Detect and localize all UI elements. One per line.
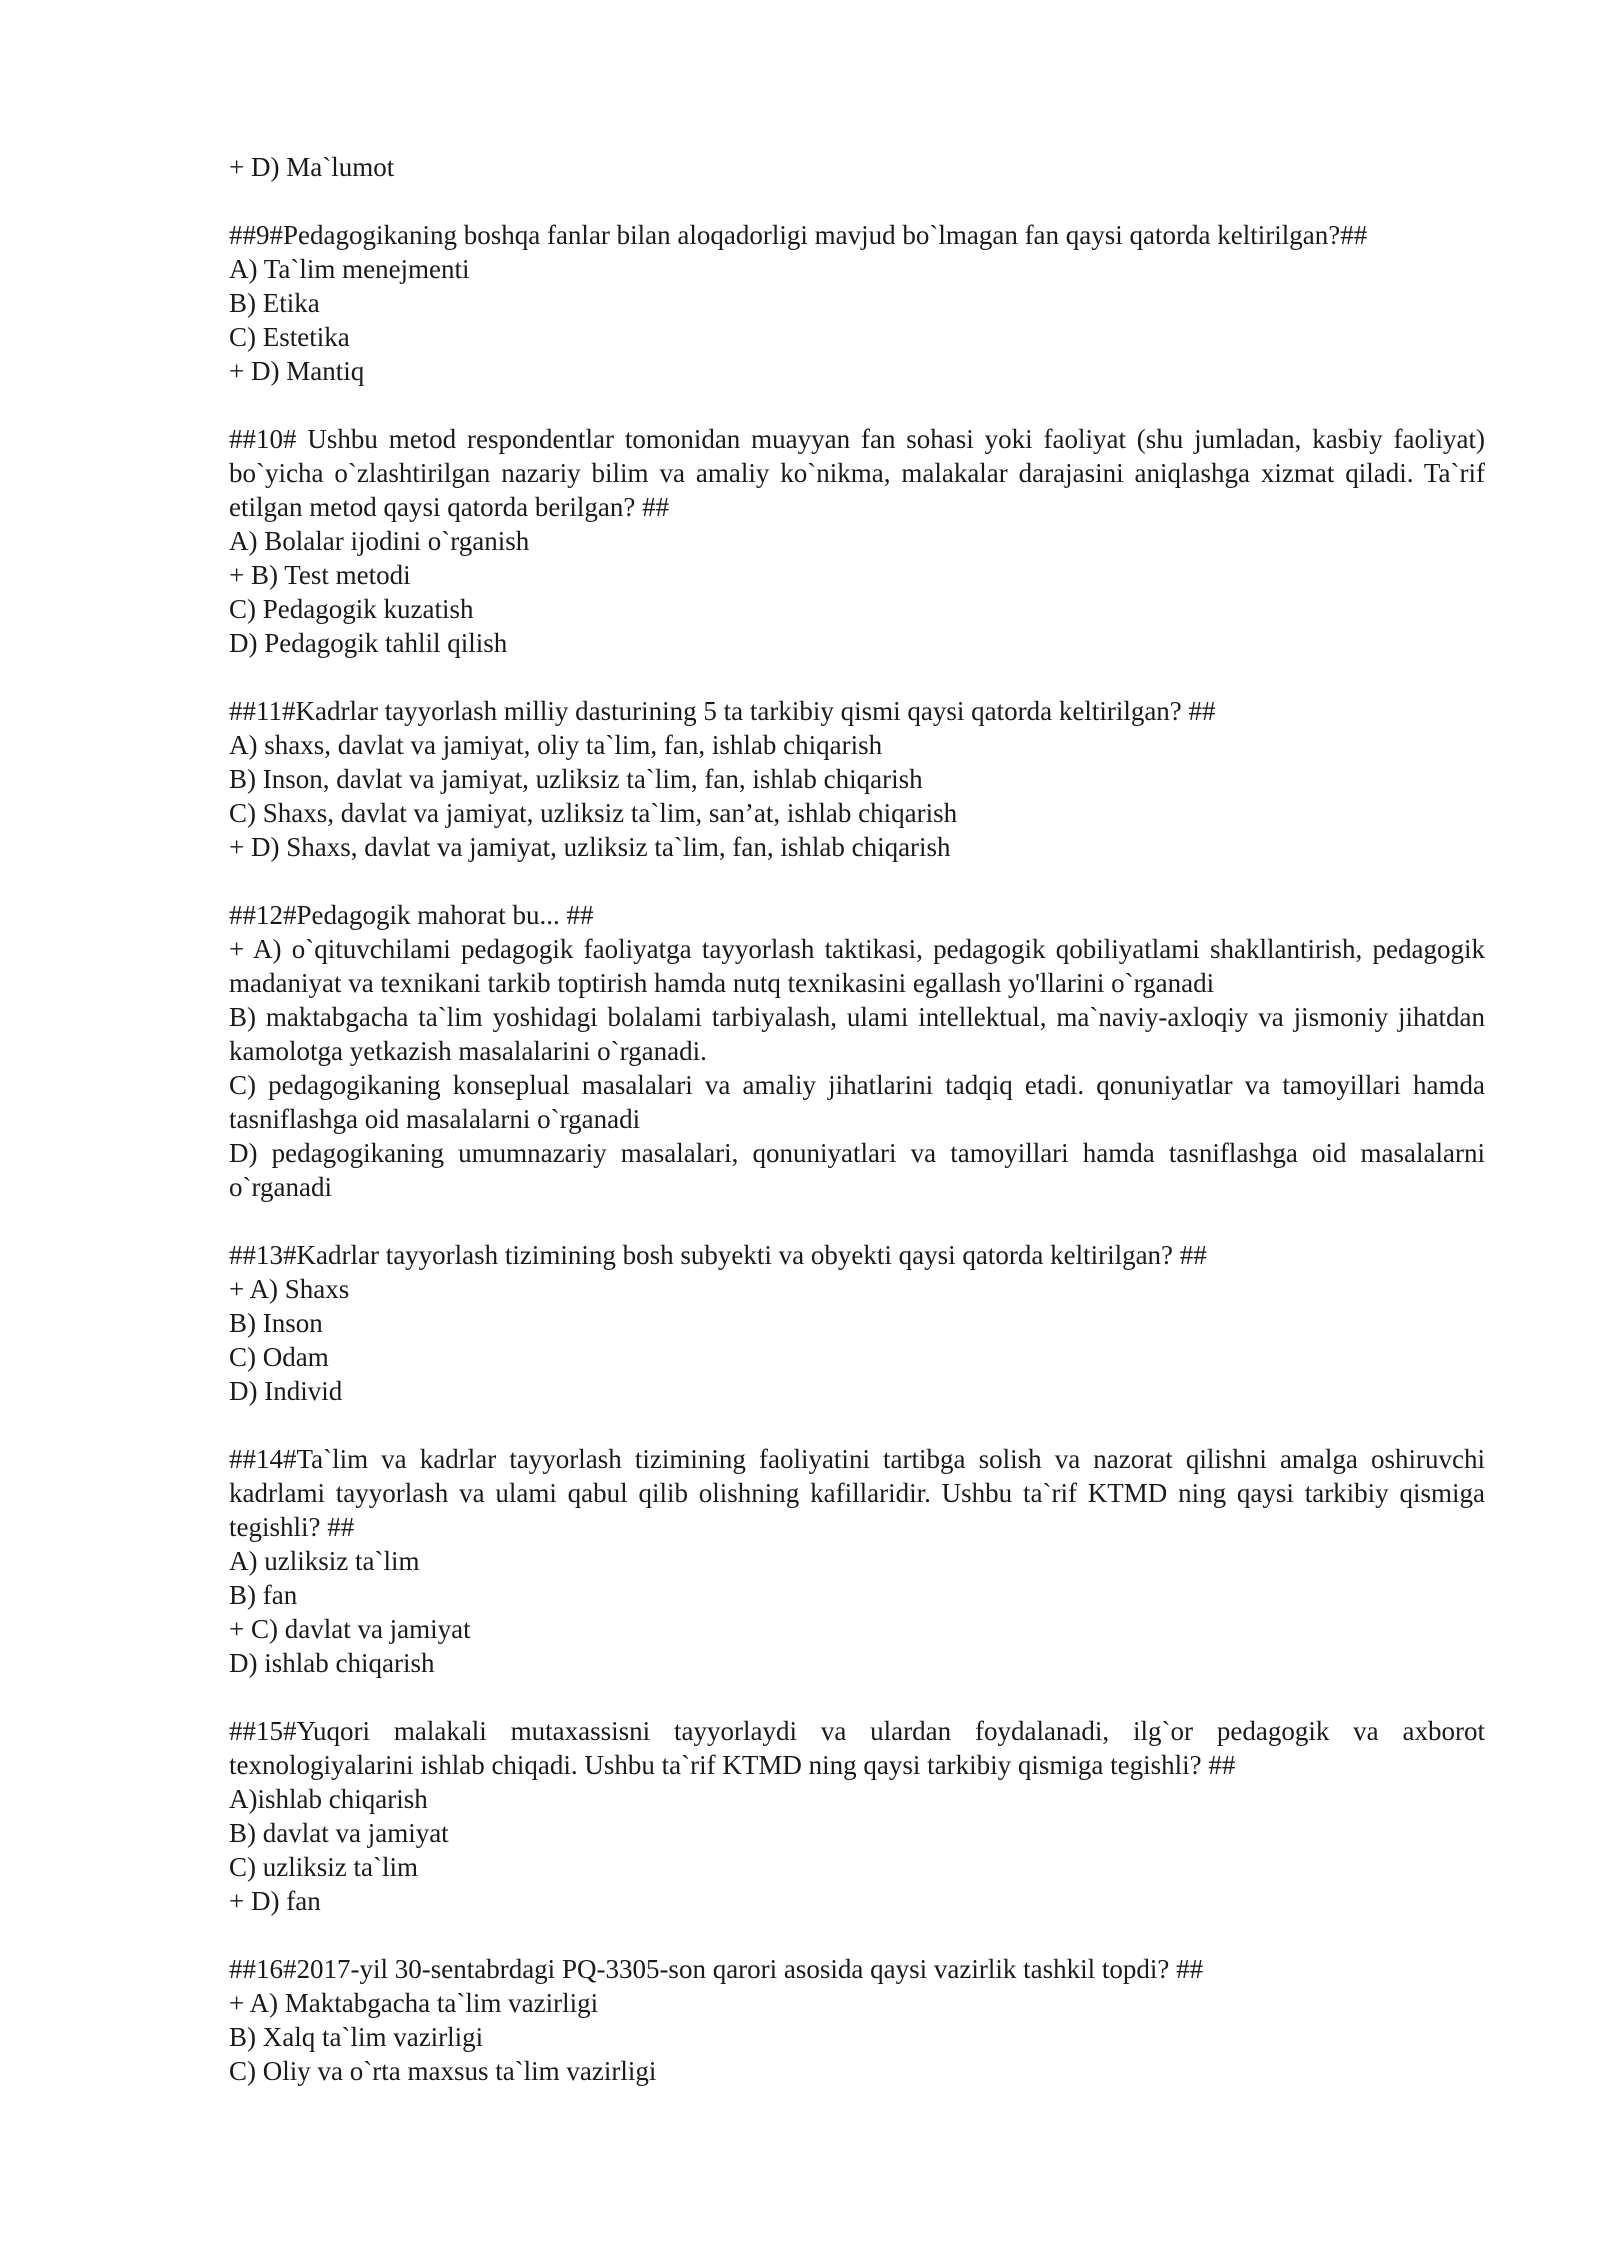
option-c: C) uzliksiz ta`lim	[229, 1852, 418, 1882]
question-block-16	[229, 1952, 1485, 2088]
question-block-14	[229, 1442, 1485, 1680]
question-block-13	[229, 1238, 1485, 1408]
option-c: C) Oliy va o`rta maxsus ta`lim vazirligi	[229, 2056, 657, 2086]
question-block-11	[229, 694, 1485, 864]
question-text: ##11#Kadrlar tayyorlash milliy dasturining 5 ta tarkibiy qismi qaysi qatorda keltirilgan? ##	[229, 696, 1216, 726]
option-c: C) Odam	[229, 1342, 329, 1372]
option-a: + A) Maktabgacha ta`lim vazirligi	[229, 1988, 599, 2018]
option-c: C) Shaxs, davlat va jamiyat, uzliksiz ta`lim, san’at, ishlab chiqarish	[229, 798, 958, 828]
lead-block	[229, 150, 1485, 184]
question-text: ##12#Pedagogik mahorat bu... ##	[229, 900, 594, 930]
question-text: ##10# Ushbu metod respondentlar tomonidan muayyan fan sohasi yoki faoliyat (shu jumladan, kasbiy faoliyat) bo`yicha o`zlashtirilgan nazariy bilim va amaliy ko`nikma, malakalar darajasini aniqlashga xizmat qiladi. Ta`rif etilgan metod qaysi qatorda berilgan? ##	[229, 424, 1485, 522]
question-text: ##13#Kadrlar tayyorlash tizimining bosh subyekti va obyekti qaysi qatorda keltirilgan? ##	[229, 1240, 1207, 1270]
option-d: D) Individ	[229, 1376, 343, 1406]
option-c: C) Estetika	[229, 322, 350, 352]
question-text: ##9#Pedagogikaning boshqa fanlar bilan aloqadorligi mavjud bo`lmagan fan qaysi qatorda keltirilgan?##	[229, 220, 1368, 250]
question-block-9	[229, 218, 1485, 388]
option-d: + D) fan	[229, 1886, 321, 1916]
option-c: + C) davlat va jamiyat	[229, 1614, 471, 1644]
option-d: + D) Shaxs, davlat va jamiyat, uzliksiz ta`lim, fan, ishlab chiqarish	[229, 832, 951, 862]
option-b: + B) Test metodi	[229, 560, 411, 590]
option-d: + D) Mantiq	[229, 356, 365, 386]
option-a: A) uzliksiz ta`lim	[229, 1546, 420, 1576]
option-c: C) Pedagogik kuzatish	[229, 594, 474, 624]
option-a: A) Bolalar ijodini o`rganish	[229, 526, 530, 556]
option-a: + A) Shaxs	[229, 1274, 350, 1304]
question-text: ##15#Yuqori malakali mutaxassisni tayyorlaydi va ulardan foydalanadi, ilg`or pedagogik va axborot texnologiyalarini ishlab chiqadi. Ushbu ta`rif KTMD ning qaysi tarkibiy qismiga tegishli? ##	[229, 1716, 1485, 1780]
question-text: ##16#2017-yil 30-sentabrdagi PQ-3305-son qarori asosida qaysi vazirlik tashkil topdi? ##	[229, 1954, 1204, 1984]
question-block-10	[229, 422, 1485, 660]
option-d: D) Pedagogik tahlil qilish	[229, 628, 508, 658]
option-a: A) shaxs, davlat va jamiyat, oliy ta`lim, fan, ishlab chiqarish	[229, 730, 883, 760]
option-a: A)ishlab chiqarish	[229, 1784, 428, 1814]
option-a: + A) o`qituvchilami pedagogik faoliyatga tayyorlash taktikasi, pedagogik qobiliyatlami shakllantirish, pedagogik madaniyat va texnikani tarkib toptirish hamda nutq texnikasini egallash yo'llarini o`rganadi	[229, 934, 1485, 998]
option-c: C) pedagogikaning konseplual masalalari va amaliy jihatlarini tadqiq etadi. qonuniyatlar va tamoyillari hamda tasniflashga oid masalalarni o`rganadi	[229, 1070, 1485, 1134]
option-b: B) Etika	[229, 288, 320, 318]
answer-line: + D) Ma`lumot	[229, 152, 395, 182]
option-a: A) Ta`lim menejmenti	[229, 254, 470, 284]
question-block-15	[229, 1714, 1485, 1918]
option-d: D) ishlab chiqarish	[229, 1648, 435, 1678]
option-b: B) Inson	[229, 1308, 323, 1338]
option-b: B) Inson, davlat va jamiyat, uzliksiz ta`lim, fan, ishlab chiqarish	[229, 764, 923, 794]
question-text: ##14#Ta`lim va kadrlar tayyorlash tizimining faoliyatini tartibga solish va nazorat qilishni amalga oshiruvchi kadrlami tayyorlash va ulami qabul qilib olishning kafillaridir. Ushbu ta`rif KTMD ning qaysi tarkibiy qismiga tegishli? ##	[229, 1444, 1485, 1542]
option-b: B) maktabgacha ta`lim yoshidagi bolalami tarbiyalash, ulami intellektual, ma`naviy-axloqiy va jismoniy jihatdan kamolotga yetkazish masalalarini o`rganadi.	[229, 1002, 1485, 1066]
option-d: D) pedagogikaning umumnazariy masalalari, qonuniyatlari va tamoyillari hamda tasniflashga oid masalalarni o`rganadi	[229, 1138, 1485, 1202]
option-b: B) Xalq ta`lim vazirligi	[229, 2022, 484, 2052]
question-block-12	[229, 898, 1485, 1204]
document-body	[229, 150, 1485, 2122]
option-b: B) fan	[229, 1580, 298, 1610]
option-b: B) davlat va jamiyat	[229, 1818, 449, 1848]
